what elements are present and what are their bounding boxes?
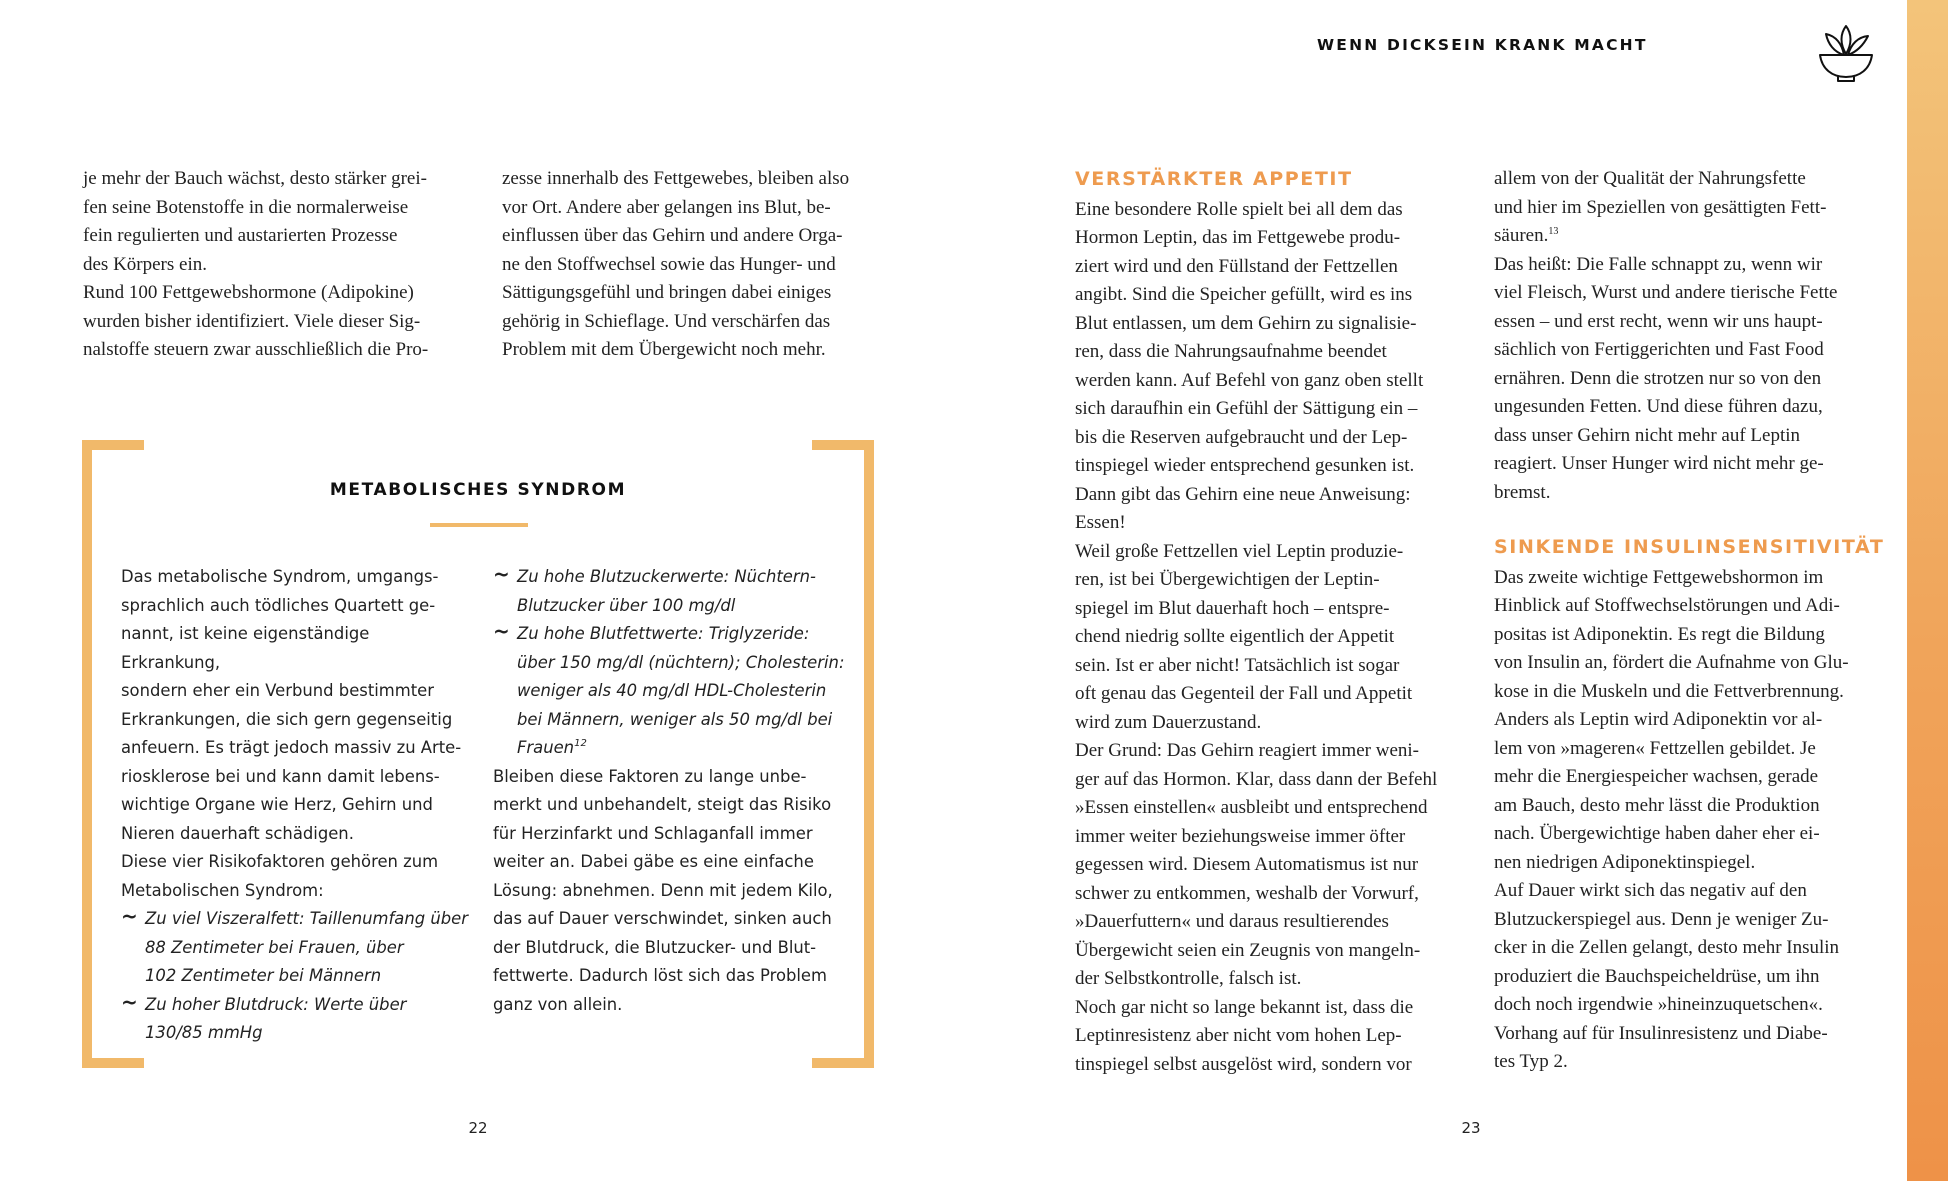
list-item: ~ Zu hohe Blutzuckerwerte: Nüchtern- Blutzucker über 100 mg/dl — [493, 563, 848, 620]
box-col2: ~ Zu hohe Blutzuckerwerte: Nüchtern- Blutzucker über 100 mg/dl ~ Zu hohe Blutfettwerte: Triglyzeride: über 150 mg/dl (nüchtern); Cholesterin: weniger als 40 mg/dl HDL-Cholesterin bei Männern, weniger als 50 mg/dl bei Frauen$^{12}$ Bleiben diese Faktoren zu lange unbe- merkt und unbehandelt, steigt das Risiko für Herzinfarkt und Schlaganfall immer weiter an. Dabei gäbe es eine einfache Lösung: abnehmen. Denn mit jedem Kilo, das auf Dauer verschwindet, sinken auch der Blutdruck, die Blutzucker- und Blut- fettwerte. Dadurch löst sich das Problem ganz von allein. — [493, 563, 848, 1019]
section-heading: VERSTÄRKTER APPETIT — [1075, 168, 1353, 190]
footnote-ref: 12 — [574, 738, 587, 749]
footnote-ref: 13 — [1548, 226, 1559, 237]
page-number-left: 22 — [468, 1119, 488, 1137]
section-heading: SINKENDE INSULINSENSITIVITÄT — [1494, 536, 1885, 558]
list-item: ~ Zu hoher Blutdruck: Werte über 130/85 mmHg — [121, 991, 471, 1048]
running-title: WENN DICKSEIN KRANK MACHT — [1317, 36, 1648, 54]
box-col1: Das metabolische Syndrom, umgangs- sprachlich auch tödliches Quartett ge- nannt, ist keine eigenständige Erkrankung, sondern eher ein Verbund bestimmter Erkrankungen, die sich gern gegenseitig anfeuern. Es trägt jedoch massiv zu Arte- riosklerose bei und kann damit lebens- wichtige Organe wie Herz, Gehirn und Nieren dauerhaft schädigen. Diese vier Risikofaktoren gehören zum Metabolischen Syndrom: ~ Zu viel Viszeralfett: Taillenumfang über 88 Zentimeter bei Frauen, über 102 Zentimeter bei Männern ~ Zu hoher Blutdruck: Werte über 130/85 mmHg — [121, 563, 471, 1048]
page-number-right: 23 — [1461, 1119, 1481, 1137]
risk-factor-list — [121, 905, 471, 1048]
left-page-col2: zesse innerhalb des Fettgewebes, bleiben also vor Ort. Andere aber gelangen ins Blut, be- einflussen über das Gehirn und andere Orga- ne den Stoffwechsel sowie das Hunger- und Sättigungsgefühl und bringen dabei einiges gehörig in Schieflage. Und verschärfen das Problem mit dem Übergewicht noch mehr. — [502, 168, 850, 360]
risk-factor-list — [493, 563, 848, 763]
box-title: METABOLISCHES SYNDROM — [329, 480, 627, 500]
list-item: ~ Zu hohe Blutfettwerte: Triglyzeride: über 150 mg/dl (nüchtern); Cholesterin: weniger als 40 mg/dl HDL-Cholesterin bei Männern, weniger als 50 mg/dl bei Frauen$^{12}$ — [493, 620, 848, 763]
bowl-with-leaves-icon — [1816, 22, 1876, 82]
page-edge-gradient — [1907, 0, 1948, 1181]
left-page-col1: je mehr der Bauch wächst, desto stärker grei- fen seine Botenstoffe in die normalerweise fein regulierten und austarierten Prozesse des Körpers ein. Rund 100 Fettgewebshormone (Adipokine) wurden bisher identifiziert. Viele dieser Sig- nalstoffe steuern zwar ausschließlich die Pro- — [83, 168, 429, 360]
right-page-col2: allem von der Qualität der Nahrungsfette und hier im Speziellen von gesättigten Fett- säuren.$^{13}$ Das heißt: Die Falle schnappt zu, wenn wir viel Fleisch, Wurst und andere tierische Fette essen – und erst recht, wenn wir uns haupt- sächlich von Fertiggerichten und Fast Food ernähren. Denn die strotzen nur so von den ungesunden Fetten. Und diese führen dazu, dass unser Gehirn nicht mehr auf Leptin reagiert. Unser Hunger wird nicht mehr ge- bremst. SINKENDE INSULINSENSITIVITÄT Das zweite wichtige Fettgewebshormon im Hinblick auf Stoffwechselstörungen und Adi- positas ist Adiponektin. Es regt die Bildung von Insulin an, fördert die Aufnahme von Glu- kose in die Muskeln und die Fettverbrennung. Anders als Leptin wird Adiponektin vor al- lem von »mageren« Fettzellen gebildet. Je mehr die Energiespeicher wachsen, gerade am Bauch, desto mehr lässt die Produktion nach. Übergewichtige haben daher eher ei- nen niedrigen Adiponektinspiegel. Auf Dauer wirkt sich das negativ auf den Blutzuckerspiegel aus. Denn je weniger Zu- cker in die Zellen gelangt, desto mehr Insulin produziert die Bauchspeicheldrüse, um ihn doch noch irgendwie »hineinzuquetschen«. Vorhang auf für Insulinresistenz und Diabe- tes Typ 2. — [1494, 165, 1894, 1077]
list-item: ~ Zu viel Viszeralfett: Taillenumfang über 88 Zentimeter bei Frauen, über 102 Zentimeter bei Männern — [121, 905, 471, 991]
box-title-underline — [430, 523, 528, 527]
right-page-col1: VERSTÄRKTER APPETIT Eine besondere Rolle spielt bei all dem das Hormon Leptin, das im Fettgewebe produ- ziert wird und den Füllstand der Fettzellen angibt. Sind die Speicher gefüllt, wird es ins Blut entlassen, um dem Gehirn zu signalisie- ren, dass die Nahrungsaufnahme beendet werden kann. Auf Befehl von ganz oben stellt sich daraufhin ein Gefühl der Sättigung ein – bis die Reserven aufgebraucht und der Lep- tinspiegel wieder entsprechend gesunken ist. Dann gibt das Gehirn eine neue Anweisung: Essen! Weil große Fettzellen viel Leptin produzie- ren, ist bei Übergewichtigen der Leptin- spiegel im Blut dauerhaft hoch – entspre- chend niedrig sollte eigentlich der Appetit sein. Ist er aber nicht! Tatsächlich ist sogar oft genau das Gegenteil der Fall und Appetit wird zum Dauerzustand. Der Grund: Das Gehirn reagiert immer weni- ger auf das Hormon. Klar, dass dann der Befehl »Essen einstellen« ausbleibt und entsprechend immer weiter beziehungsweise immer öfter gegessen wird. Diesem Automatismus ist nur schwer zu entkommen, weshalb der Vorwurf, »Dauerfuttern« und daraus resultierendes Übergewicht seien ein Zeugnis von mangeln- der Selbstkontrolle, falsch ist. Noch gar nicht so lange bekannt ist, dass die Leptinresistenz aber nicht vom hohen Lep- tinspiegel selbst ausgelöst wird, sondern vor — [1075, 165, 1475, 1079]
